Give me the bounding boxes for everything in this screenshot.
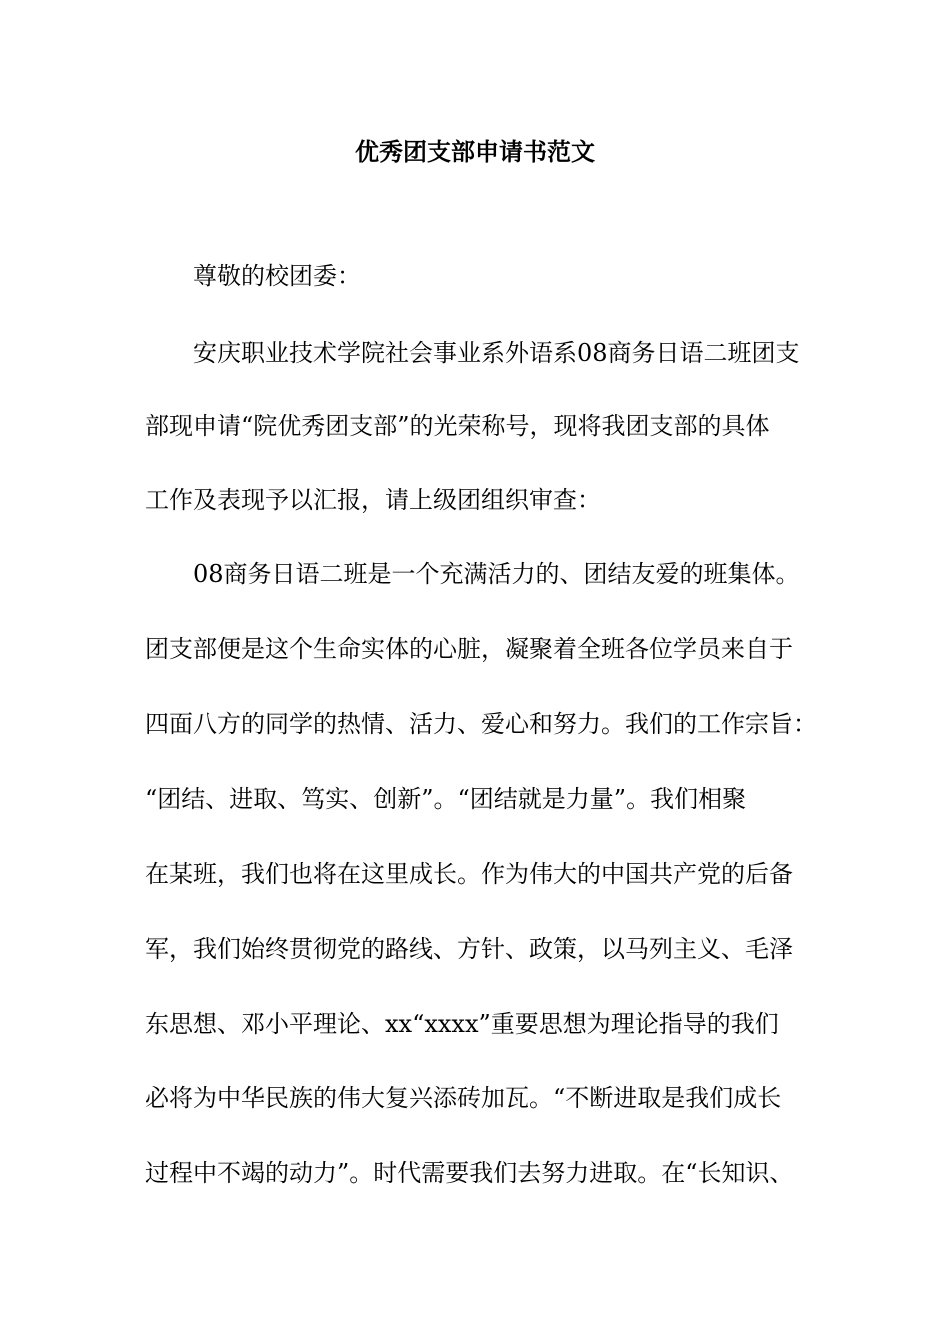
paragraph-line: 工作及表现予以汇报，请上级团组织审查： bbox=[145, 486, 601, 514]
paragraph-line: “团结、进取、笃实、创新”。“团结就是力量”。我们相聚 bbox=[145, 785, 747, 813]
paragraph-line: 安庆职业技术学院社会事业系外语系08商务日语二班团支 bbox=[193, 339, 800, 367]
paragraph-line: 必将为中华民族的伟大复兴添砖加瓦。“不断进取是我们成长 bbox=[145, 1084, 782, 1112]
paragraph-line: 过程中不竭的动力”。时代需要我们去努力进取。在“长知识、 bbox=[145, 1159, 794, 1187]
salutation: 尊敬的校团委： bbox=[193, 262, 361, 290]
paragraph-line: 团支部便是这个生命实体的心脏，凝聚着全班各位学员来自于 bbox=[145, 635, 793, 663]
paragraph-line: 在某班，我们也将在这里成长。作为伟大的中国共产党的后备 bbox=[145, 860, 793, 888]
paragraph-line: 军，我们始终贯彻党的路线、方针、政策，以马列主义、毛泽 bbox=[145, 935, 793, 963]
paragraph-line: 东思想、邓小平理论、xx“xxxx”重要思想为理论指导的我们 bbox=[145, 1010, 779, 1038]
document-title: 优秀团支部申请书范文 bbox=[355, 137, 595, 166]
paragraph-line: 08商务日语二班是一个充满活力的、团结友爱的班集体。 bbox=[193, 560, 800, 588]
paragraph-line: 四面八方的同学的热情、活力、爱心和努力。我们的工作宗旨： bbox=[145, 710, 817, 738]
paragraph-line: 部现申请“院优秀团支部”的光荣称号，现将我团支部的具体 bbox=[145, 412, 770, 440]
